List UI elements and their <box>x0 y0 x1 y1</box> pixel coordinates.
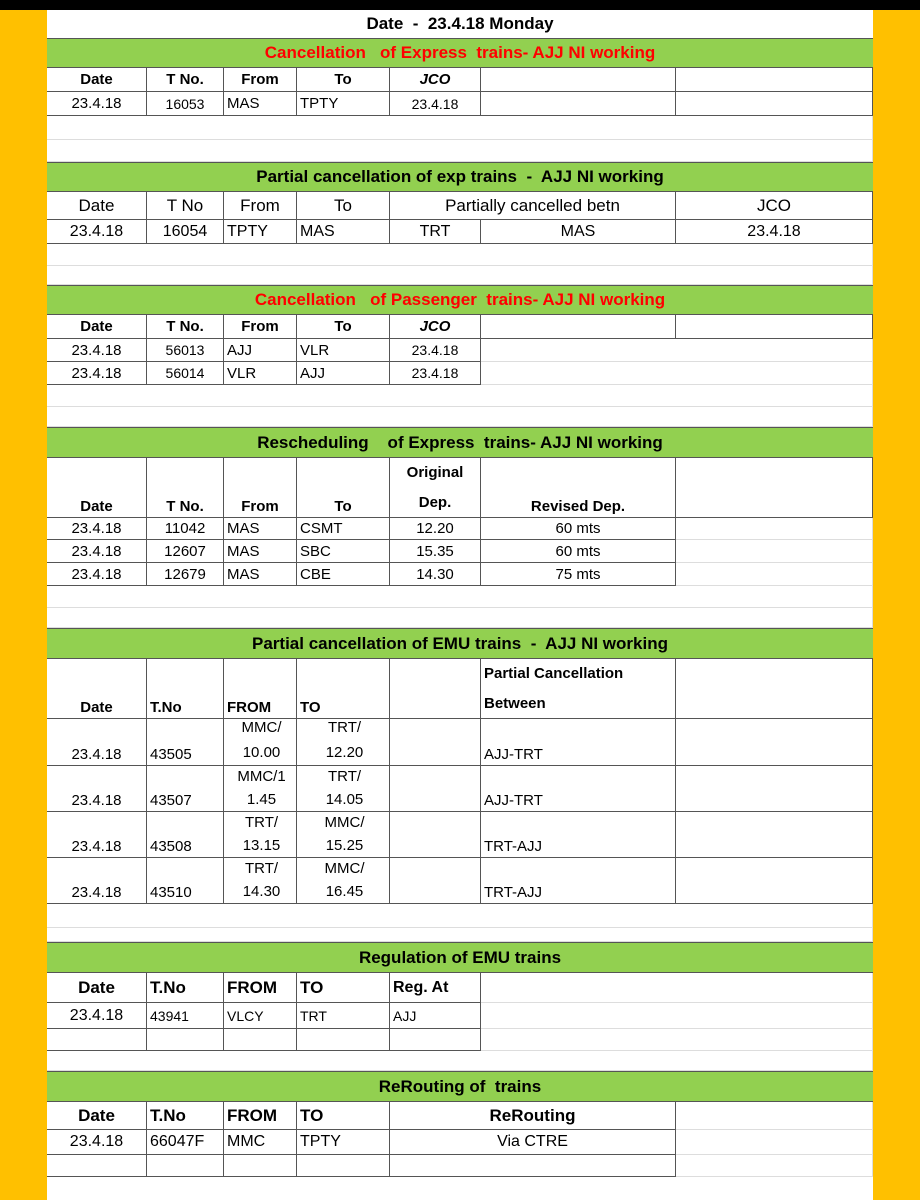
cell-from-station: MMC/ <box>241 719 282 736</box>
cell-date: 23.4.18 <box>47 540 147 563</box>
cell-from-time: 13.15 <box>242 837 281 854</box>
blank-grid-row <box>47 244 873 266</box>
header-to: To <box>297 458 390 518</box>
header-original-dep <box>390 458 481 518</box>
cell-revised-dep: 60 mts <box>481 540 676 563</box>
cell-from <box>224 719 297 766</box>
blank-grid-row <box>47 608 873 628</box>
cell-from-time: 1.45 <box>246 791 277 808</box>
cell-date: 23.4.18 <box>47 362 147 385</box>
cell-to: CBE <box>297 563 390 586</box>
cell-to-time: 15.25 <box>325 837 364 854</box>
empty-cell <box>390 659 481 719</box>
empty-cell <box>676 315 873 339</box>
empty-cell <box>676 719 873 766</box>
cell-to <box>297 858 390 904</box>
section-title-rerouting: ReRouting of trains <box>47 1071 873 1102</box>
cell-date: 23.4.18 <box>47 92 147 116</box>
header-pc-line2: Between <box>484 694 546 712</box>
section-title-express-cancellation: Cancellation of Express trains- AJJ NI working <box>47 38 873 68</box>
empty-cell <box>47 1155 147 1177</box>
header-revised-dep: Revised Dep. <box>481 458 676 518</box>
page-title: Date - 23.4.18 Monday <box>366 14 554 33</box>
cell-from: MAS <box>224 540 297 563</box>
cell-between: AJJ-TRT <box>481 719 676 766</box>
cell-between: TRT-AJJ <box>481 812 676 858</box>
empty-cell <box>297 1155 390 1177</box>
header-from: From <box>224 315 297 339</box>
empty-cell <box>676 812 873 858</box>
cell-from-station: TRT/ <box>244 814 279 831</box>
section-title-passenger-cancellation: Cancellation of Passenger trains- AJJ NI working <box>47 285 873 315</box>
empty-cell <box>390 719 481 766</box>
cell-date: 23.4.18 <box>47 812 147 858</box>
empty-cell <box>481 315 676 339</box>
cell-to <box>297 719 390 766</box>
blank-grid-cell <box>481 1029 873 1051</box>
header-to: To <box>297 192 390 220</box>
section-title-partial-exp: Partial cancellation of exp trains - AJJ NI working <box>47 162 873 192</box>
cell-between: AJJ-TRT <box>481 766 676 812</box>
cell-from: VLR <box>224 362 297 385</box>
blank-grid-row <box>47 266 873 285</box>
header-original-line1: Original <box>406 464 464 482</box>
cell-to-station: MMC/ <box>324 814 365 831</box>
empty-cell <box>676 858 873 904</box>
cell-to-time: 12.20 <box>325 744 364 761</box>
cell-date: 23.4.18 <box>47 518 147 540</box>
cell-train-no: 56014 <box>147 362 224 385</box>
cell-train-no: 43510 <box>147 858 224 904</box>
header-to: TO <box>297 973 390 1003</box>
cell-to: CSMT <box>297 518 390 540</box>
cell-from <box>224 812 297 858</box>
blank-grid-cell <box>676 1102 873 1130</box>
cell-from: MAS <box>224 92 297 116</box>
blank-grid-cell <box>481 973 873 1003</box>
cell-rerouting: Via CTRE <box>390 1130 676 1155</box>
empty-cell <box>297 1029 390 1051</box>
cell-jco: 23.4.18 <box>676 220 873 244</box>
empty-cell <box>390 1029 481 1051</box>
blank-grid-row <box>47 140 873 162</box>
cell-from <box>224 858 297 904</box>
cell-to-time: 14.05 <box>325 791 364 808</box>
header-from: From <box>224 192 297 220</box>
blank-grid-row <box>47 407 873 427</box>
cell-train-no: 43941 <box>147 1003 224 1029</box>
cell-date: 23.4.18 <box>47 858 147 904</box>
header-date: Date <box>47 192 147 220</box>
cell-train-no: 12679 <box>147 563 224 586</box>
cell-from-station: MMC/1 <box>237 768 286 785</box>
header-date: Date <box>47 659 147 719</box>
cell-original-dep: 14.30 <box>390 563 481 586</box>
blank-grid-row <box>47 928 873 942</box>
cell-train-no: 43505 <box>147 719 224 766</box>
empty-cell <box>676 659 873 719</box>
header-pc-line1: Partial Cancellation <box>484 665 624 683</box>
blank-grid-cell <box>676 1155 873 1177</box>
empty-cell <box>481 92 676 116</box>
cell-from-station: TRT/ <box>244 860 279 877</box>
cell-from: MMC <box>224 1130 297 1155</box>
empty-cell <box>481 68 676 92</box>
header-to: To <box>297 68 390 92</box>
cell-from: TPTY <box>224 220 297 244</box>
header-train-no: T No. <box>147 68 224 92</box>
header-train-no: T No. <box>147 315 224 339</box>
cell-to <box>297 812 390 858</box>
header-train-no: T No <box>147 192 224 220</box>
header-from: FROM <box>224 973 297 1003</box>
header-reg-at: Reg. At <box>390 973 481 1003</box>
cell-to-time: 16.45 <box>325 883 364 900</box>
empty-cell <box>47 1029 147 1051</box>
blank-grid-row <box>47 904 873 928</box>
cell-to: TPTY <box>297 1130 390 1155</box>
header-date: Date <box>47 973 147 1003</box>
empty-cell <box>676 766 873 812</box>
cell-to: VLR <box>297 339 390 362</box>
cell-train-no: 43508 <box>147 812 224 858</box>
empty-cell <box>676 68 873 92</box>
header-to: TO <box>297 1102 390 1130</box>
header-train-no: T.No <box>147 1102 224 1130</box>
section-title-rescheduling: Rescheduling of Express trains- AJJ NI working <box>47 427 873 458</box>
header-original-line2: Dep. <box>418 493 452 511</box>
cell-date: 23.4.18 <box>47 220 147 244</box>
empty-cell <box>390 766 481 812</box>
cell-date: 23.4.18 <box>47 719 147 766</box>
cell-train-no: 12607 <box>147 540 224 563</box>
cell-from-time: 14.30 <box>242 883 281 900</box>
blank-grid-row <box>47 586 873 608</box>
header-jco: JCO <box>390 315 481 339</box>
blank-grid-cell <box>481 1003 873 1029</box>
cell-train-no: 66047F <box>147 1130 224 1155</box>
cell-to-station: TRT/ <box>327 768 362 785</box>
blank-grid-cell <box>481 339 873 362</box>
header-partially-cancelled: Partially cancelled betn <box>390 192 676 220</box>
cell-original-dep: 12.20 <box>390 518 481 540</box>
section-title-emu-regulation: Regulation of EMU trains <box>47 942 873 973</box>
cell-to-station: TRT/ <box>327 719 362 736</box>
cell-train-no: 56013 <box>147 339 224 362</box>
header-from: FROM <box>224 1102 297 1130</box>
header-from: From <box>224 458 297 518</box>
header-date: Date <box>47 458 147 518</box>
cell-from: AJJ <box>224 339 297 362</box>
spreadsheet <box>47 10 873 1200</box>
empty-cell <box>224 1155 297 1177</box>
empty-cell <box>390 858 481 904</box>
empty-cell <box>676 458 873 518</box>
cell-to: MAS <box>297 220 390 244</box>
blank-grid-cell <box>676 518 873 540</box>
header-jco: JCO <box>390 68 481 92</box>
empty-cell <box>676 92 873 116</box>
header-date: Date <box>47 68 147 92</box>
cell-jco: 23.4.18 <box>390 362 481 385</box>
empty-cell <box>390 812 481 858</box>
section-title-emu-partial: Partial cancellation of EMU trains - AJJ NI working <box>47 628 873 659</box>
cell-from: MAS <box>224 563 297 586</box>
cell-date: 23.4.18 <box>47 766 147 812</box>
blank-grid-row <box>47 116 873 140</box>
empty-cell <box>147 1029 224 1051</box>
cell-between-to: MAS <box>481 220 676 244</box>
header-from: From <box>224 68 297 92</box>
header-jco: JCO <box>676 192 873 220</box>
empty-cell <box>224 1029 297 1051</box>
cell-from <box>224 766 297 812</box>
cell-train-no: 11042 <box>147 518 224 540</box>
empty-cell <box>147 1155 224 1177</box>
cell-date: 23.4.18 <box>47 339 147 362</box>
cell-train-no: 16054 <box>147 220 224 244</box>
cell-to: SBC <box>297 540 390 563</box>
cell-between: TRT-AJJ <box>481 858 676 904</box>
header-train-no: T No. <box>147 458 224 518</box>
blank-grid-row <box>47 1051 873 1071</box>
cell-from: MAS <box>224 518 297 540</box>
blank-grid-cell <box>676 563 873 586</box>
cell-from-time: 10.00 <box>242 744 281 761</box>
empty-cell <box>390 1155 676 1177</box>
header-to: TO <box>297 659 390 719</box>
cell-revised-dep: 60 mts <box>481 518 676 540</box>
header-date: Date <box>47 1102 147 1130</box>
blank-grid-cell <box>676 1130 873 1155</box>
cell-to: AJJ <box>297 362 390 385</box>
cell-train-no: 16053 <box>147 92 224 116</box>
cell-to: TRT <box>297 1003 390 1029</box>
cell-revised-dep: 75 mts <box>481 563 676 586</box>
header-from: FROM <box>224 659 297 719</box>
cell-date: 23.4.18 <box>47 563 147 586</box>
cell-date: 23.4.18 <box>47 1003 147 1029</box>
cell-between-from: TRT <box>390 220 481 244</box>
header-partial-cancellation-between <box>481 659 676 719</box>
cell-train-no: 43507 <box>147 766 224 812</box>
cell-jco: 23.4.18 <box>390 339 481 362</box>
cell-to: TPTY <box>297 92 390 116</box>
header-rerouting: ReRouting <box>390 1102 676 1130</box>
cell-jco: 23.4.18 <box>390 92 481 116</box>
cell-original-dep: 15.35 <box>390 540 481 563</box>
header-train-no: T.No <box>147 659 224 719</box>
cell-to <box>297 766 390 812</box>
header-train-no: T.No <box>147 973 224 1003</box>
top-black-bar <box>0 0 920 10</box>
blank-grid-cell <box>676 540 873 563</box>
cell-reg-at: AJJ <box>390 1003 481 1029</box>
cell-to-station: MMC/ <box>324 860 365 877</box>
header-date: Date <box>47 315 147 339</box>
cell-date: 23.4.18 <box>47 1130 147 1155</box>
cell-from: VLCY <box>224 1003 297 1029</box>
blank-grid-row <box>47 385 873 407</box>
blank-grid-cell <box>481 362 873 385</box>
header-to: To <box>297 315 390 339</box>
